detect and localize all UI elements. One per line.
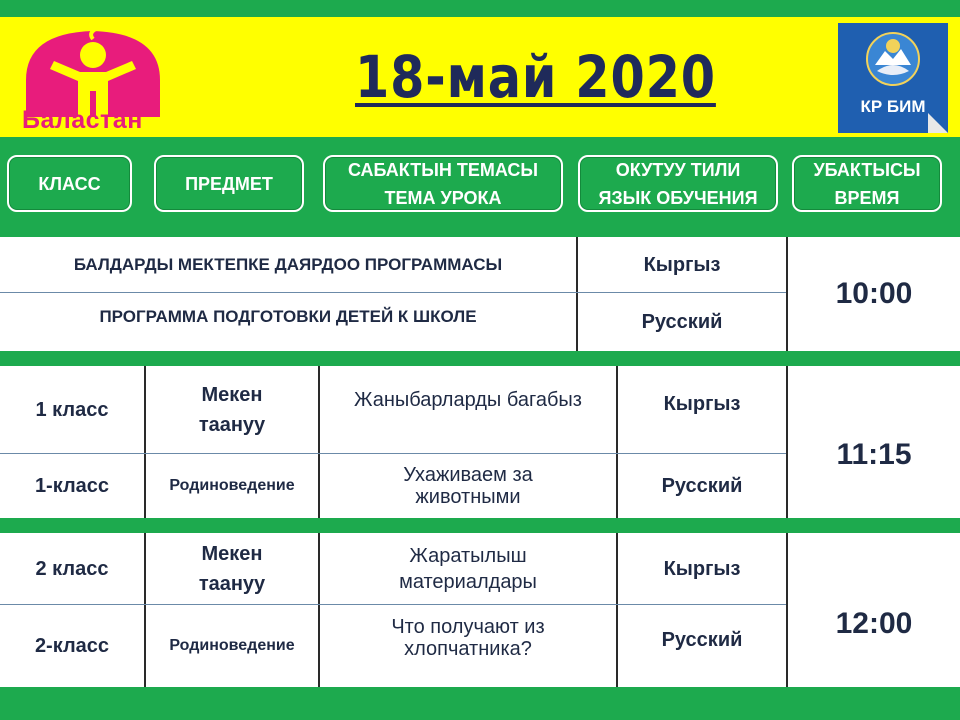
column-divider: [144, 366, 146, 518]
language-cell: Русский: [661, 474, 743, 497]
subject-cell: [146, 533, 318, 605]
column-header-label: ОКУТУУ ТИЛИ: [615, 159, 741, 180]
emblem-caption: КР БИМ: [860, 97, 926, 116]
topic-cell: [320, 454, 616, 518]
column-header-time: [792, 155, 942, 212]
column-header-class: [7, 155, 132, 212]
time-cell: 11:15: [836, 438, 912, 471]
subject-cell: Родиноведение: [169, 637, 295, 654]
column-divider: [318, 366, 320, 518]
schedule-block-grade-1: [0, 366, 960, 518]
topic-line: животными: [415, 486, 521, 508]
language-cell: Русский: [641, 310, 723, 333]
class-cell: 1 класс: [35, 398, 109, 421]
subject-cell: [146, 366, 318, 454]
class-cell: 2 класс: [35, 557, 109, 580]
topic-cell: [320, 605, 616, 687]
state-emblem-icon: [865, 29, 921, 91]
language-cell: Кыргыз: [663, 392, 741, 415]
page-title-date: 18-май 2020: [355, 43, 716, 111]
topic-line: материалдары: [399, 571, 537, 593]
topic-line: Ухаживаем за: [403, 464, 533, 486]
column-header-language: [578, 155, 778, 212]
column-header-label: ПРЕДМЕТ: [185, 173, 273, 194]
column-header-label: КЛАСС: [38, 173, 101, 194]
language-cell: Кыргыз: [643, 253, 721, 276]
subject-line: таануу: [198, 414, 266, 436]
column-header-topic: [323, 155, 563, 212]
subject-line: Мекен: [201, 543, 263, 565]
column-divider: [786, 237, 788, 351]
column-divider: [786, 366, 788, 518]
schedule-block-grade-2: [0, 533, 960, 687]
column-divider: [576, 237, 578, 351]
language-cell: Кыргыз: [663, 557, 741, 580]
column-divider: [616, 366, 618, 518]
subject-line: таануу: [198, 573, 266, 595]
row-divider: [0, 292, 786, 293]
page-curl-decoration: [928, 113, 948, 133]
logo-wordmark: Баластан: [22, 106, 143, 134]
column-header-label: САБАКТЫН ТЕМАСЫ: [347, 159, 539, 180]
topic-line: хлопчатника?: [404, 638, 532, 660]
column-divider: [786, 533, 788, 687]
time-cell: 12:00: [835, 607, 913, 640]
column-divider: [616, 533, 618, 687]
emblem-badge: [838, 23, 948, 133]
program-title-russian: ПРОГРАММА ПОДГОТОВКИ ДЕТЕЙ К ШКОЛЕ: [99, 307, 477, 326]
column-divider: [318, 533, 320, 687]
language-cell: Русский: [661, 628, 743, 651]
row-divider: [0, 604, 786, 605]
column-header-label-secondary: ЯЗЫК ОБУЧЕНИЯ: [598, 187, 758, 208]
class-cell: 2-класс: [34, 634, 110, 657]
schedule-block-preschool: [0, 237, 960, 351]
class-cell: 1-класс: [34, 474, 110, 497]
subject-cell: Родиноведение: [169, 477, 295, 494]
column-header-label-secondary: ТЕМА УРОКА: [384, 187, 502, 208]
topic-line: Жаратылыш: [409, 545, 527, 567]
program-title-kyrgyz: БАЛДАРДЫ МЕКТЕПКЕ ДАЯРДОО ПРОГРАММАСЫ: [73, 255, 503, 274]
topic-cell: [320, 533, 616, 605]
column-divider: [144, 533, 146, 687]
header-banner: [0, 17, 960, 137]
column-header-label: УБАКТЫСЫ: [813, 159, 921, 180]
row-divider: [0, 453, 786, 454]
topic-cell: Жаныбарларды багабыз: [354, 388, 582, 411]
column-header-label-secondary: ВРЕМЯ: [834, 187, 900, 208]
topic-line: Что получают из: [391, 616, 545, 638]
time-cell: 10:00: [835, 277, 913, 310]
subject-line: Мекен: [201, 384, 263, 406]
column-header-subject: [154, 155, 304, 212]
